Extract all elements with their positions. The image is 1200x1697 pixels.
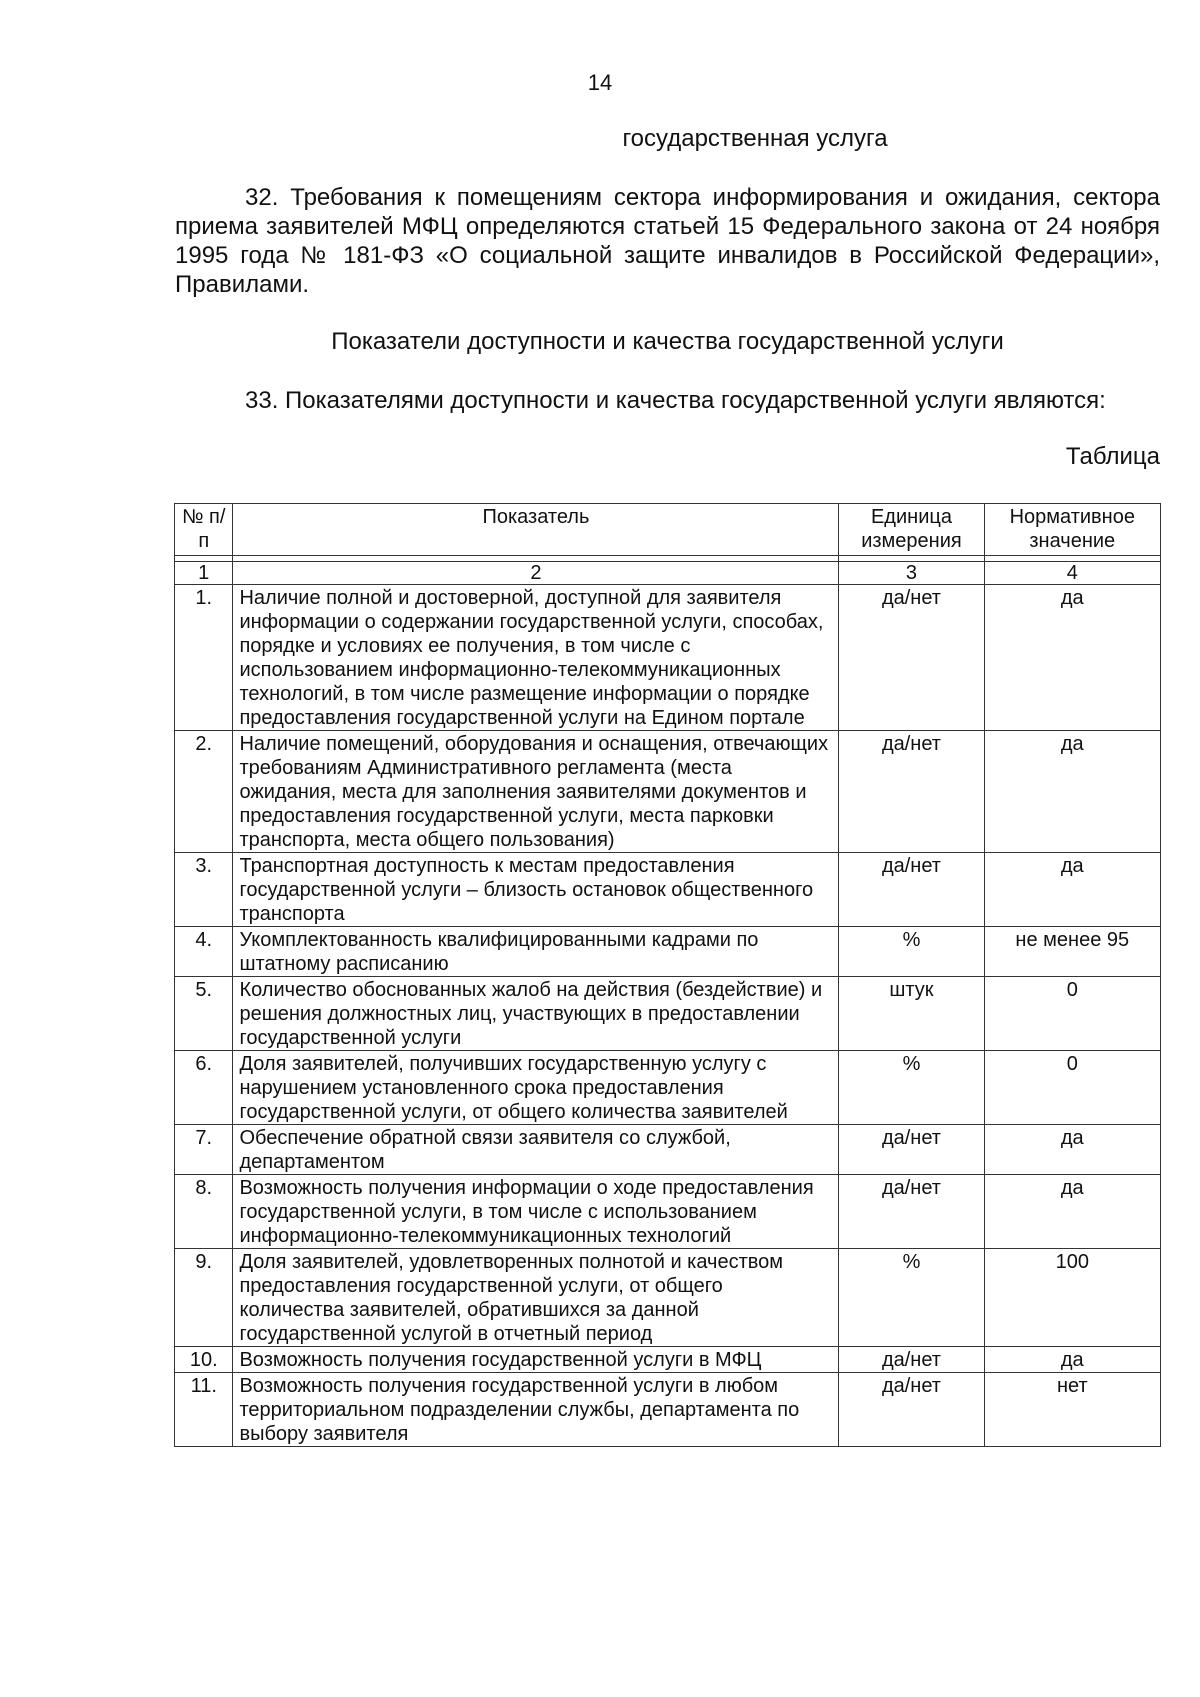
row-unit: да/нет [839,1125,984,1175]
row-number: 1. [175,585,233,731]
column-number: 1 [175,562,233,585]
indicators-table [174,503,1161,1447]
paragraph-number: 33. [245,387,279,414]
table-header-row [175,504,1161,556]
paragraph-33 [175,386,1160,415]
row-value: да [984,853,1160,927]
row-value: 0 [984,1051,1160,1125]
row-unit: % [839,1249,984,1347]
row-indicator: Укомплектованность квалифицированными кадрами по штатному расписанию [233,927,839,977]
row-unit: да/нет [839,731,984,853]
row-value: да [984,1347,1160,1373]
row-value: 0 [984,977,1160,1051]
table-row [175,1347,1161,1373]
table-row [175,927,1161,977]
column-number: 4 [984,562,1160,585]
row-unit: да/нет [839,1373,984,1447]
row-value: да [984,585,1160,731]
table-row [175,1125,1161,1175]
row-value: нет [984,1373,1160,1447]
column-number-row [175,562,1161,585]
table-row [175,1249,1161,1347]
paragraph-text: Показателями доступности и качества государственной услуги являются: [285,387,1106,414]
table-row [175,585,1161,731]
row-indicator: Возможность получения государственной услуги в МФЦ [233,1347,839,1373]
row-indicator: Возможность получения государственной услуги в любом территориальном подразделении службы, департамента по выбору заявителя [233,1373,839,1447]
table-row [175,1051,1161,1125]
row-number: 2. [175,731,233,853]
row-unit: % [839,927,984,977]
table-row [175,853,1161,927]
table-row [175,1373,1161,1447]
row-unit: да/нет [839,853,984,927]
header-value: Нормативное значение [984,504,1160,556]
row-value: да [984,1175,1160,1249]
row-number: 5. [175,977,233,1051]
row-indicator: Наличие полной и достоверной, доступной для заявителя информации о содержании государственной услуги, способах, порядке и условиях ее получения, в том числе с использованием информационно-телекоммуникационных технологий, в том числе размещение информации о порядке предоставления государственной услуги на Едином портале [233,585,839,731]
page-number: 14 [587,70,613,95]
row-number: 4. [175,927,233,977]
paragraph-text: Требования к помещениям сектора информирования и ожидания, сектора приема заявителей МФЦ определяются статьей 15 Федерального закона от 24 ноября 1995 года № 181-ФЗ «О социальной защите инвалидов в Российской Федерации», Правилами. [175,184,1160,298]
table-row [175,731,1161,853]
table-row [175,977,1161,1051]
row-indicator: Обеспечение обратной связи заявителя со службой, департаментом [233,1125,839,1175]
row-unit: да/нет [839,585,984,731]
column-number: 2 [233,562,839,585]
row-value: да [984,1125,1160,1175]
header-number: № п/п [175,504,233,556]
row-value: не менее 95 [984,927,1160,977]
row-indicator: Доля заявителей, удовлетворенных полнотой и качеством предоставления государственной услуги, от общего количества заявителей, обратившихся за данной государственной услугой в отчетный период [233,1249,839,1347]
row-number: 3. [175,853,233,927]
section-heading: Показатели доступности и качества государственной услуги [331,328,1004,355]
continuation-line: государственная услуга [622,125,888,152]
row-indicator: Возможность получения информации о ходе предоставления государственной услуги, в том числе с использованием информационно-телекоммуникационных технологий [233,1175,839,1249]
row-unit: да/нет [839,1347,984,1373]
row-number: 6. [175,1051,233,1125]
row-number: 7. [175,1125,233,1175]
row-value: 100 [984,1249,1160,1347]
paragraph-32 [175,183,1160,299]
row-indicator: Количество обоснованных жалоб на действия (бездействие) и решения должностных лиц, участвующих в предоставлении государственной услуги [233,977,839,1051]
row-indicator: Транспортная доступность к местам предоставления государственной услуги – близость остановок общественного транспорта [233,853,839,927]
row-number: 8. [175,1175,233,1249]
row-indicator: Наличие помещений, оборудования и оснащения, отвечающих требованиям Административного регламента (места ожидания, места для заполнения заявителями документов и предоставления государственной услуги, места парковки транспорта, места общего пользования) [233,731,839,853]
header-unit: Единица измерения [839,504,984,556]
row-value: да [984,731,1160,853]
row-number: 9. [175,1249,233,1347]
row-unit: штук [839,977,984,1051]
table-row [175,1175,1161,1249]
row-unit: % [839,1051,984,1125]
column-number: 3 [839,562,984,585]
table-caption: Таблица [1065,443,1160,470]
paragraph-number: 32. [245,184,279,211]
row-indicator: Доля заявителей, получивших государственную услугу с нарушением установленного срока предоставления государственной услуги, от общего количества заявителей [233,1051,839,1125]
row-number: 10. [175,1347,233,1373]
row-number: 11. [175,1373,233,1447]
header-indicator: Показатель [233,504,839,556]
row-unit: да/нет [839,1175,984,1249]
